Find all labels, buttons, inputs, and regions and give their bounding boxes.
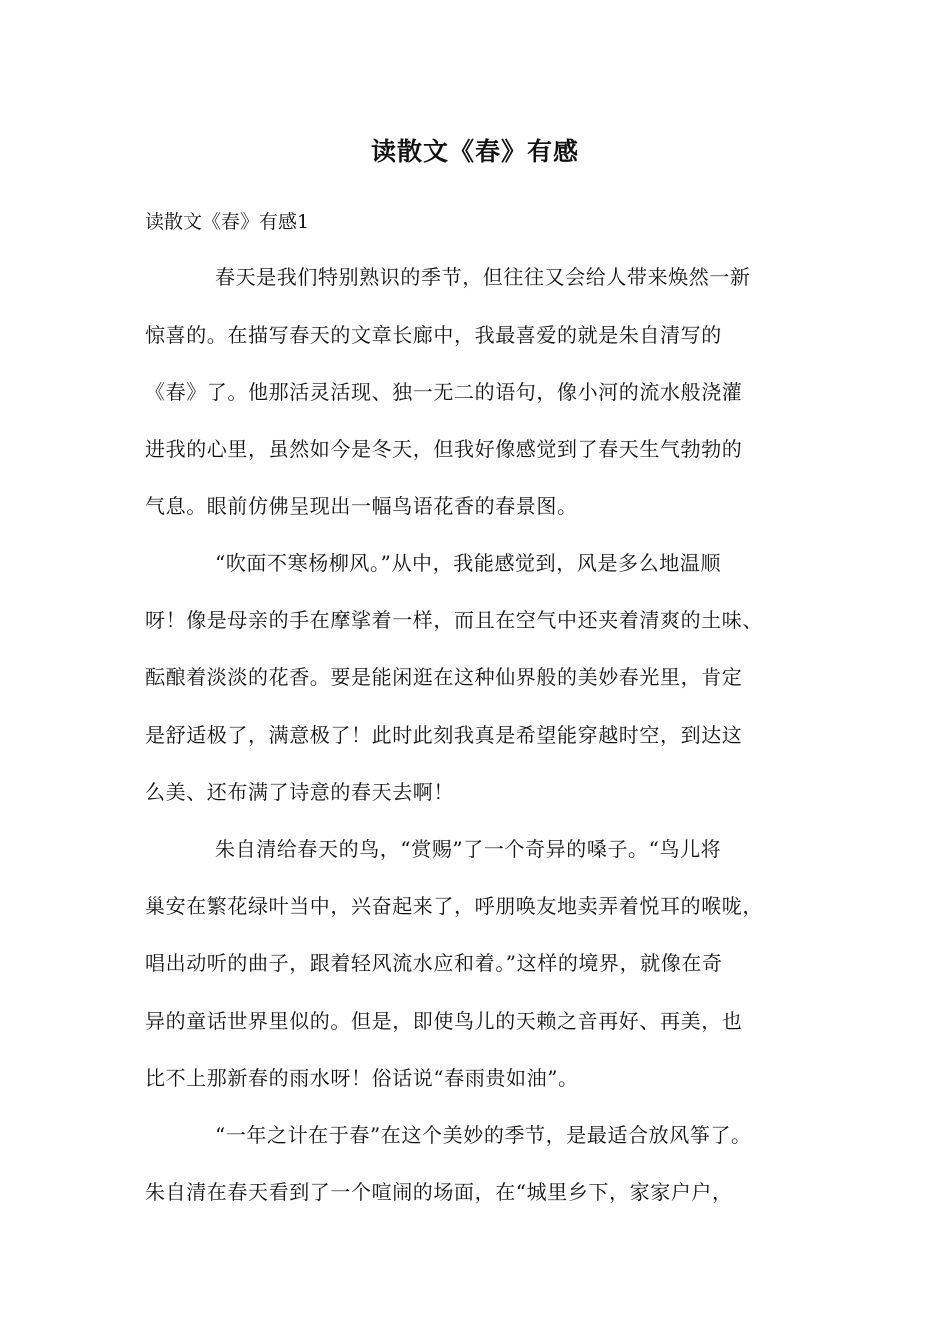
section-heading: 读散文《春》有感1 [145, 211, 310, 233]
text-line: 呀！像是母亲的手在摩挲着一样，而且在空气中还夹着清爽的土味、 [145, 608, 763, 632]
text-line: 巢安在繁花绿叶当中，兴奋起来了，呼朋唤友地卖弄着悦耳的喉咙， [145, 894, 763, 918]
text-line: 朱自清在春天看到了一个喧闹的场面，在“城里乡下，家家户户， [145, 1180, 733, 1204]
text-line: 气息。眼前仿佛呈现出一幅鸟语花香的春景图。 [145, 494, 578, 518]
text-line: 朱自清给春天的鸟，“赏赐”了一个奇异的嗓子。“鸟儿将 [215, 837, 722, 861]
text-line: 惊喜的。在描写春天的文章长廊中，我最喜爱的就是朱自清写的 [145, 323, 722, 347]
text-line: 比不上那新春的雨水呀！俗话说“春雨贵如油”。 [145, 1066, 579, 1090]
text-line: 是舒适极了，满意极了！此时此刻我真是希望能穿越时空，到达这 [145, 723, 743, 747]
text-line: “吹面不寒杨柳风。”从中，我能感觉到，风是多么地温顺 [215, 551, 722, 575]
text-line: 唱出动听的曲子，跟着轻风流水应和着。”这样的境界，就像在奇 [145, 951, 723, 975]
text-line: 异的童话世界里似的。但是，即使鸟儿的天赖之音再好、再美，也 [145, 1009, 743, 1033]
text-line: 春天是我们特别熟识的季节，但往往又会给人带来焕然一新 [215, 265, 751, 289]
text-line: “一年之计在于春”在这个美妙的季节，是最适合放风筝了。 [215, 1123, 752, 1147]
document-title: 读散文《春》有感 [370, 137, 579, 166]
text-line: 么美、还布满了诗意的春天去啊！ [145, 780, 454, 804]
text-line: 酝酿着淡淡的花香。要是能闲逛在这种仙界般的美妙春光里，肯定 [145, 665, 743, 689]
text-line: 进我的心里，虽然如今是冬天，但我好像感觉到了春天生气勃勃的 [145, 437, 743, 461]
text-line: 《春》了。他那活灵活现、独一无二的语句，像小河的流水般浇灌 [145, 380, 743, 404]
